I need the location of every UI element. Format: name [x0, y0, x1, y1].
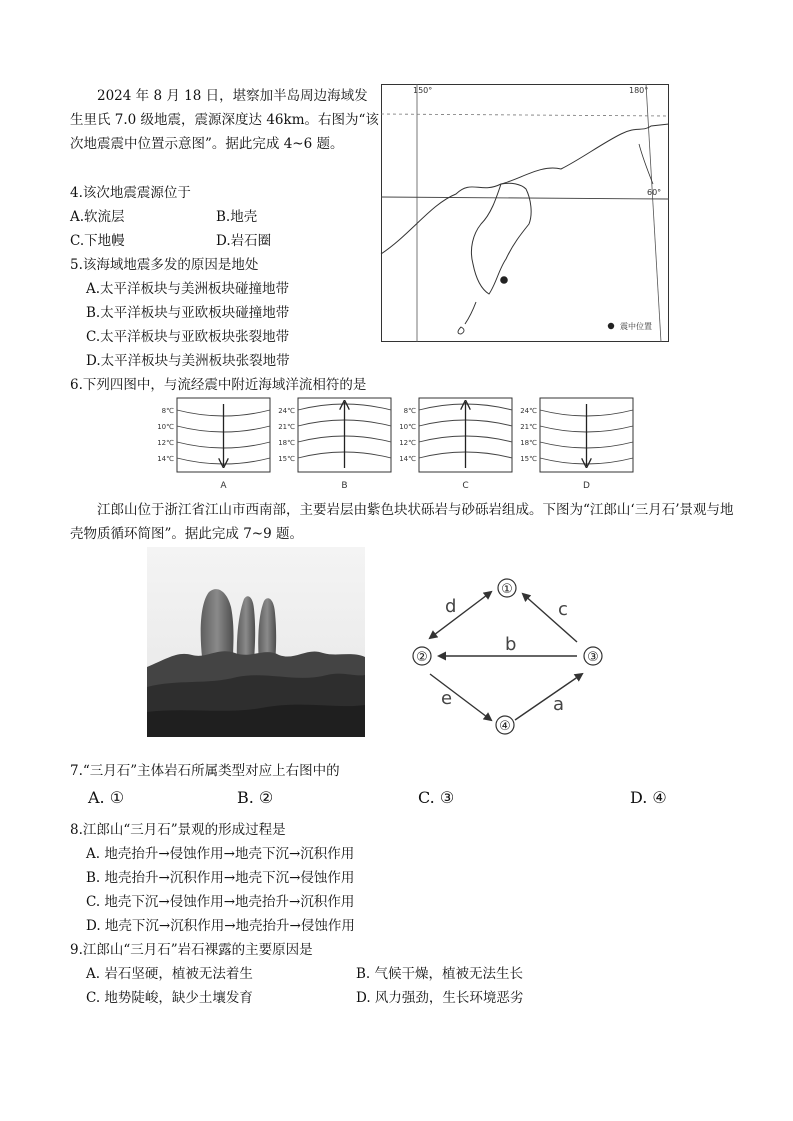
ocean-current-panels: [157, 396, 640, 496]
q7-option-d[interactable]: D. ④: [630, 788, 667, 807]
q4-option-c[interactable]: C.下地幔: [70, 233, 125, 249]
panel-label: C: [462, 481, 469, 491]
q4-option-a[interactable]: A.软流层: [70, 209, 125, 225]
isotherm-label: 18℃: [278, 439, 295, 447]
map-lat-60: 60°: [647, 188, 662, 197]
label-c: c: [558, 599, 568, 620]
epicenter-marker: [500, 276, 508, 284]
rock-cycle-diagram: [405, 570, 620, 740]
q5-option-b[interactable]: B.太平洋板块与亚欧板块碰撞地带: [86, 305, 290, 321]
isotherm-label: 18℃: [520, 439, 537, 447]
q5-stem: 5.该海域地震多发的原因是地处: [70, 257, 259, 273]
current-panel-b[interactable]: [278, 398, 391, 491]
label-a: a: [553, 694, 565, 715]
isotherm-label: 15℃: [520, 455, 537, 463]
q6-stem: 6.下列四图中，与流经震中附近海域洋流相符的是: [70, 377, 367, 393]
intro-paragraph-7-9: 江郎山位于浙江省江山市西南部，主要岩层由紫色块状砾岩与砂砾岩组成。下图为“江郎山‘三月石’景观与地壳物质循环简图”。据此完成 7~9 题。: [70, 502, 734, 542]
label-e: e: [441, 688, 453, 709]
q8-option-c[interactable]: C. 地壳下沉→侵蚀作用→地壳抬升→沉积作用: [86, 894, 355, 910]
q7-stem: 7.“三月石”主体岩石所属类型对应上右图中的: [70, 763, 340, 779]
panel-label: B: [341, 481, 348, 491]
q7-option-a[interactable]: A. ①: [88, 788, 125, 807]
map-lon-150: 150°: [413, 86, 433, 95]
arrow-c: [523, 594, 577, 642]
arrow-e: [430, 674, 491, 720]
q9-option-d[interactable]: D. 风力强劲，生长环境恶劣: [356, 990, 524, 1006]
map-legend-label: 震中位置: [620, 322, 652, 331]
isotherm-label: 8℃: [161, 407, 174, 415]
ocean-current-panels-svg: [157, 396, 640, 496]
panel-label: A: [220, 481, 227, 491]
q4-stem: 4.该次地震震源位于: [70, 185, 191, 201]
isotherm-label: 21℃: [278, 423, 295, 431]
arrow-d: [430, 592, 491, 638]
isotherm-label: 12℃: [157, 439, 174, 447]
q7-option-b[interactable]: B. ②: [237, 788, 274, 807]
q4-option-d[interactable]: D.岩石圈: [216, 233, 272, 249]
panel-label: D: [583, 481, 590, 491]
q8-stem: 8.江郎山“三月石”景观的形成过程是: [70, 822, 286, 838]
q8-option-d[interactable]: D. 地壳下沉→沉积作用→地壳抬升→侵蚀作用: [86, 918, 355, 934]
q7-option-c[interactable]: C. ③: [418, 788, 455, 807]
isotherm-label: 15℃: [278, 455, 295, 463]
current-panel-d[interactable]: [520, 398, 633, 491]
isotherm-label: 10℃: [399, 423, 416, 431]
q9-option-a[interactable]: A. 岩石坚硬，植被无法着生: [86, 966, 253, 982]
q8-option-b[interactable]: B. 地壳抬升→沉积作用→地壳下沉→侵蚀作用: [86, 870, 355, 886]
arrow-a: [515, 674, 582, 720]
isotherm-label: 24℃: [278, 407, 295, 415]
q9-option-c[interactable]: C. 地势陡峻，缺少土壤发育: [86, 990, 253, 1006]
node-1: ①: [501, 582, 513, 597]
label-b: b: [505, 634, 517, 655]
isotherm-label: 10℃: [157, 423, 174, 431]
node-4: ④: [499, 719, 511, 734]
node-2: ②: [416, 650, 428, 665]
isotherm-label: 12℃: [399, 439, 416, 447]
isotherm-label: 21℃: [520, 423, 537, 431]
q4-option-b[interactable]: B.地壳: [216, 209, 258, 225]
current-panel-a[interactable]: [157, 398, 270, 491]
isotherm-label: 14℃: [399, 455, 416, 463]
map-lon-180: 180°: [629, 86, 649, 95]
isotherm-label: 14℃: [157, 455, 174, 463]
q5-option-c[interactable]: C.太平洋板块与亚欧板块张裂地带: [86, 329, 290, 345]
isotherm-label: 8℃: [403, 407, 416, 415]
intro-paragraph-4-6: 2024 年 8 月 18 日，堪察加半岛周边海域发生里氏 7.0 级地震，震源深度达 46km。右图为“该次地震震中位置示意图”。据此完成 4~6 题。: [70, 88, 379, 152]
q5-option-a[interactable]: A.太平洋板块与美洲板块碰撞地带: [86, 281, 290, 297]
q8-option-a[interactable]: A. 地壳抬升→侵蚀作用→地壳下沉→沉积作用: [86, 846, 355, 862]
sanyueshi-photo: [147, 547, 365, 737]
q9-option-b[interactable]: B. 气候干燥，植被无法生长: [356, 966, 524, 982]
epicenter-map: [381, 84, 669, 342]
isotherm-label: 24℃: [520, 407, 537, 415]
q5-option-d[interactable]: D.太平洋板块与美洲板块张裂地带: [86, 353, 290, 369]
q9-stem: 9.江郎山“三月石”岩石裸露的主要原因是: [70, 942, 313, 958]
label-d: d: [445, 596, 457, 617]
node-3: ③: [587, 650, 599, 665]
current-panel-c[interactable]: [399, 398, 512, 491]
